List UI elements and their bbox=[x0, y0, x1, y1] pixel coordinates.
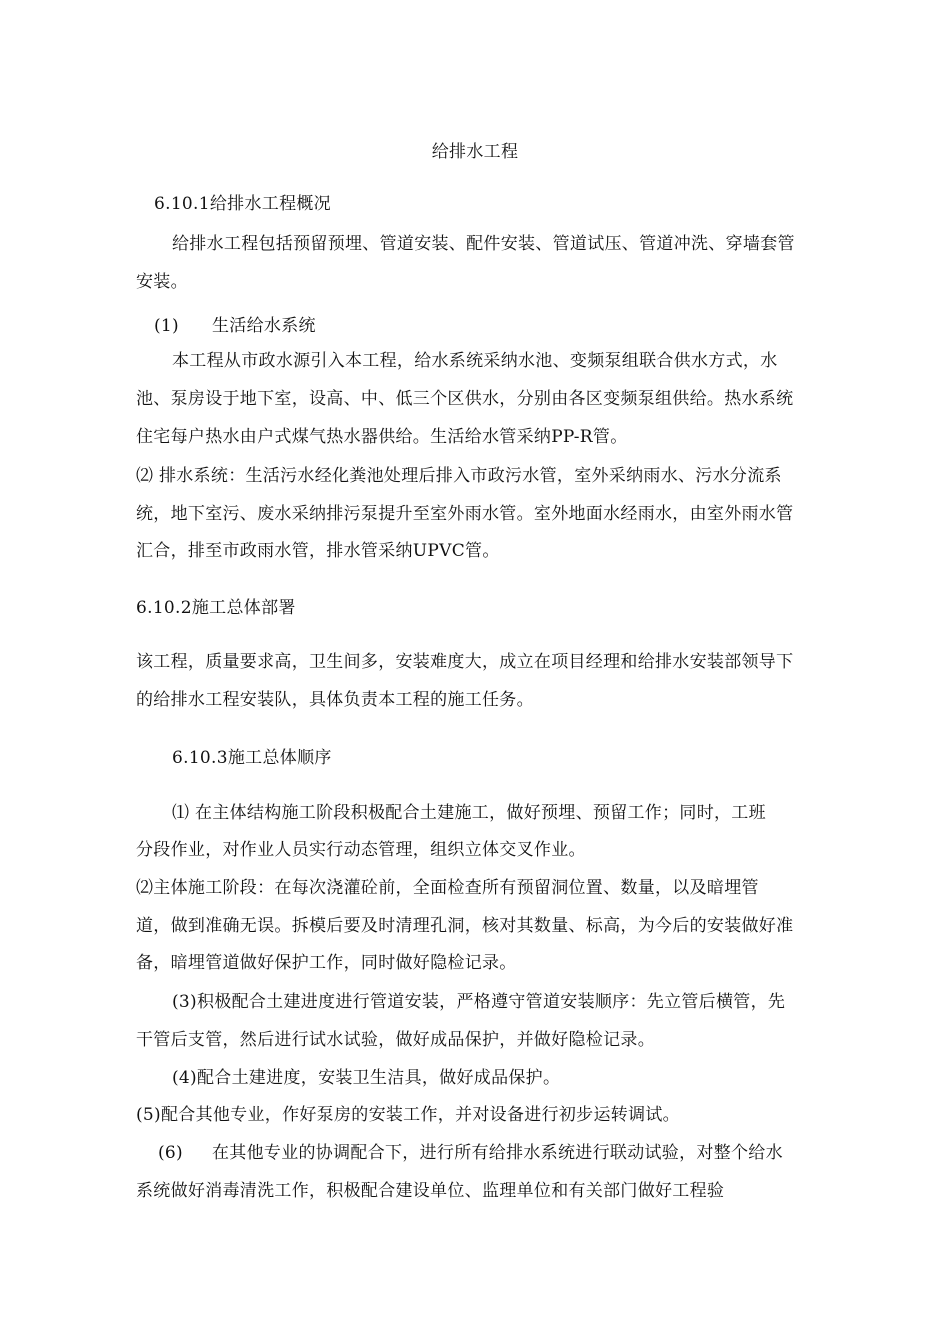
list-item-title: 生活给水系统 bbox=[212, 316, 316, 336]
paragraph-line: 汇合，排至市政雨水管，排水管采纳UPVC管。 bbox=[136, 541, 500, 561]
section-heading-6-10-1: 6.10.1给排水工程概况 bbox=[154, 194, 331, 214]
paragraph-line: 安装。 bbox=[136, 272, 188, 292]
paragraph-line: 在其他专业的协调配合下，进行所有给排水系统进行联动试验，对整个给水 bbox=[212, 1143, 783, 1163]
paragraph-line: 统，地下室污、废水采纳排污泵提升至室外雨水管。室外地面水经雨水，由室外雨水管 bbox=[136, 504, 794, 524]
paragraph-line: 分段作业，对作业人员实行动态管理，组织立体交叉作业。 bbox=[136, 840, 586, 860]
paragraph-line: ⑵ 排水系统：生活污水经化粪池处理后排入市政污水管，室外采纳雨水、污水分流系 bbox=[136, 466, 782, 486]
paragraph-line: 干管后支管，然后进行试水试验，做好成品保护，并做好隐检记录。 bbox=[136, 1030, 655, 1050]
paragraph-line: ⑵主体施工阶段：在每次浇灌砼前，全面检查所有预留洞位置、数量，以及暗埋管 bbox=[136, 878, 759, 898]
section-heading-6-10-3: 6.10.3施工总体顺序 bbox=[172, 748, 332, 768]
paragraph-line: 住宅每户热水由户式煤气热水器供给。生活给水管采纳PP-R管。 bbox=[136, 427, 628, 447]
list-item-number: (6) bbox=[158, 1143, 183, 1163]
paragraph-line: (3)积极配合土建进度进行管道安装，严格遵守管道安装顺序：先立管后横管，先 bbox=[172, 992, 786, 1012]
section-heading-6-10-2: 6.10.2施工总体部署 bbox=[136, 598, 296, 618]
paragraph-line: 备，暗埋管道做好保护工作，同时做好隐检记录。 bbox=[136, 953, 517, 973]
paragraph-line: 给排水工程包括预留预埋、管道安装、配件安装、管道试压、管道冲洗、穿墙套管 bbox=[172, 234, 795, 254]
document-title: 给排水工程 bbox=[431, 142, 519, 162]
paragraph-line: 系统做好消毒清洗工作，积极配合建设单位、监理单位和有关部门做好工程验 bbox=[136, 1181, 725, 1201]
paragraph-line: 该工程，质量要求高，卫生间多，安装难度大，成立在项目经理和给排水安装部领导下 bbox=[136, 652, 794, 672]
paragraph-line: 的给排水工程安装队，具体负责本工程的施工任务。 bbox=[136, 690, 534, 710]
paragraph-line: ⑴ 在主体结构施工阶段积极配合土建施工，做好预埋、预留工作；同时，工班 bbox=[172, 803, 766, 823]
paragraph-line: (5)配合其他专业，作好泵房的安装工作，并对设备进行初步运转调试。 bbox=[136, 1105, 680, 1125]
paragraph-line: 道，做到准确无误。拆模后要及时清理孔洞，核对其数量、标高，为今后的安装做好准 bbox=[136, 916, 794, 936]
paragraph-line: (4)配合土建进度，安装卫生洁具，做好成品保护。 bbox=[172, 1068, 561, 1088]
paragraph-line: 本工程从市政水源引入本工程，给水系统采纳水池、变频泵组联合供水方式，水 bbox=[172, 351, 778, 371]
list-item-number: (1) bbox=[154, 316, 179, 336]
paragraph-line: 池、泵房设于地下室，设高、中、低三个区供水，分别由各区变频泵组供给。热水系统 bbox=[136, 389, 794, 409]
